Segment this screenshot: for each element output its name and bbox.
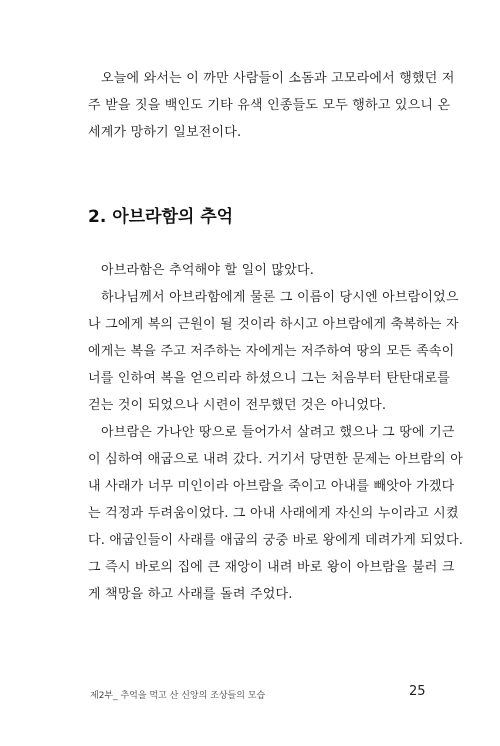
body-line: 에게는 복을 주고 저주하는 자에게는 저주하여 땅의 모든 족속이 — [88, 344, 455, 359]
body-line: 아브람은 가나안 땅으로 들어가서 살려고 했으나 그 땅에 기근 — [101, 425, 455, 440]
body-line: 아브라함은 추억해야 할 일이 많았다. — [101, 263, 315, 278]
body-line: 게 책망을 하고 사래를 돌려 주었다. — [88, 587, 293, 602]
body-line: 하나님께서 아브라함에게 물론 그 이름이 당시엔 아브람이었으 — [101, 290, 459, 305]
body-line: 세계가 망하기 일보전이다. — [88, 125, 242, 140]
body-line: 걷는 것이 되었으나 시련이 전무했던 것은 아니었다. — [88, 398, 387, 413]
body-line: 주 받을 짓을 백인도 기타 유색 인종들도 모두 행하고 있으니 온 — [88, 98, 451, 113]
section-heading: 2. 아브라함의 추억 — [88, 207, 234, 227]
body-line: 내 사래가 너무 미인이라 아브람을 죽이고 아내를 빼앗아 가겠다 — [88, 479, 455, 494]
body-line: 다. 애굽인들이 사래를 애굽의 궁중 바로 왕에게 데려가게 되었다. — [88, 533, 464, 548]
body-line: 는 걱정과 두려움이었다. 그 아내 사래에게 자신의 누이라고 시켰 — [88, 506, 459, 521]
body-line: 나 그에게 복의 근원이 될 것이라 하시고 아브람에게 축복하는 자 — [88, 317, 459, 332]
page-number: 25 — [409, 684, 426, 699]
body-line: 이 심하여 애굽으로 내려 갔다. 거기서 당면한 문제는 아브람의 아 — [88, 452, 464, 467]
body-line: 그 즉시 바로의 집에 큰 재앙이 내려 바로 왕이 아브람을 불러 크 — [88, 560, 455, 575]
body-line: 너를 인하여 복을 얻으리라 하셨으니 그는 처음부터 탄탄대로를 — [88, 371, 451, 386]
running-footer-title: 제2부_ 추억을 먹고 산 신앙의 조상들의 모습 — [90, 691, 266, 701]
body-line: 오늘에 와서는 이 까만 사람들이 소돔과 고모라에서 행했던 저 — [101, 71, 455, 86]
